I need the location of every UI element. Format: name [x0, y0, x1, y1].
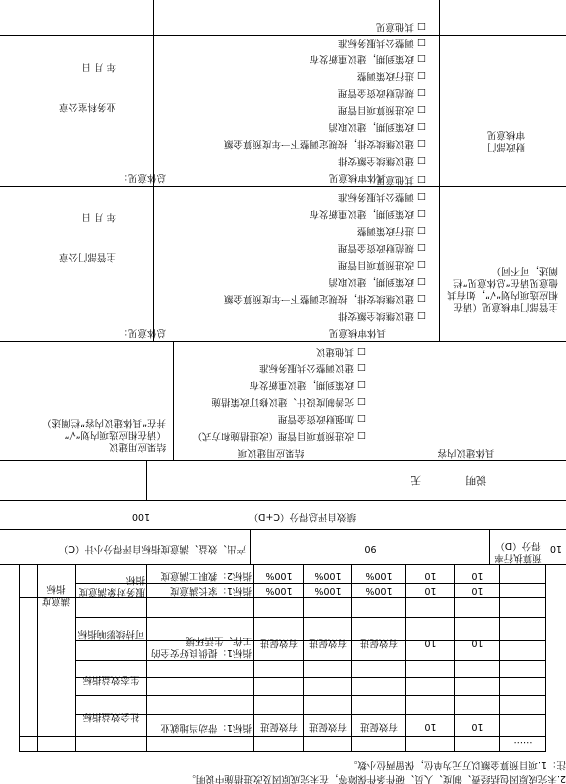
suggestion-option[interactable]: □ 完善制度设计、建议修订政策措施 — [211, 396, 366, 407]
finance-option[interactable]: □ 规范财政资金管理 — [338, 87, 426, 98]
finance-col-overall: 总体意见： — [118, 172, 166, 183]
dept-title: 主管部门审核意见（请在相应选项内划“√”，如有其他意见请在“总体意见”栏阐述，可不同） — [447, 265, 558, 312]
cell: 10 — [471, 721, 484, 732]
eco-category: 生态效益指标 — [82, 674, 140, 685]
suggestion-title: 结果应用建议 （请在相应选项内划“√” 并在“具体建议内容”栏阐述） — [42, 417, 166, 452]
suggestion-option[interactable]: □ 改进预算项目管理（改进措施和方式） — [192, 430, 366, 441]
finance-date: 年 月 日 — [81, 61, 116, 72]
dept-option[interactable]: □ 改进预算项目管理 — [338, 259, 426, 270]
cell: 100% — [314, 570, 342, 581]
dept-date: 年 月 日 — [81, 211, 116, 222]
satisfaction-indicator-1: 指标1：家长满意度 — [169, 585, 252, 596]
finance-seal: 业务科室公章 — [58, 101, 116, 112]
budget-label: 预算执行率得分（D） — [494, 540, 542, 563]
finance-option[interactable]: □ 进行政策调整 — [357, 70, 426, 81]
note-2: 2.未完成原因包括经费、制度、人员、硬件条件保障等，在未完成原因及改进措施中说明。 — [186, 773, 566, 784]
cell: 100% — [314, 585, 342, 596]
sustain-category: 可持续影响指标 — [77, 628, 145, 639]
rule — [0, 529, 566, 530]
rule — [0, 564, 566, 565]
rule — [0, 35, 566, 36]
cell: 100% — [265, 570, 293, 581]
satisfaction-indicator-2: 指标2：教职工满意度 — [160, 570, 252, 581]
finance-col-detail: 具体审核意见 — [328, 172, 386, 183]
dept-seal: 主管部门公章 — [58, 251, 116, 262]
rule — [75, 565, 76, 752]
rule — [439, 0, 440, 342]
cell: 有效促进 — [309, 721, 348, 732]
dept-option[interactable]: □ 建议继续安排，按规定调整下一年度预算金额 — [224, 293, 426, 304]
dots: …… — [513, 739, 533, 750]
cell: 10 — [471, 637, 484, 648]
finance-option[interactable]: □ 政策到期，建议取消 — [328, 121, 426, 132]
cell: 10 — [471, 585, 484, 596]
suggestion-option[interactable]: □ 政策到期，建议重新发布 — [249, 379, 366, 390]
dept-option[interactable]: □ 政策到期，建议重新发布 — [309, 208, 426, 219]
rule — [0, 186, 566, 187]
cell: 10 — [424, 721, 437, 732]
cell: 10 — [424, 570, 437, 581]
subtotal-label: 产出、效益、满意度指标自评得分小计（C） — [58, 543, 246, 554]
suggestion-option[interactable]: □ 建议调整公共服务标准 — [259, 362, 366, 373]
cell: 有效促进 — [260, 637, 299, 648]
cell: 10 — [424, 585, 437, 596]
rule — [0, 341, 566, 342]
rule — [146, 565, 147, 752]
suggestion-option[interactable]: □ 其他建议 — [316, 346, 366, 357]
finance-option[interactable]: □ 建议继续全额安排 — [338, 155, 426, 166]
dept-option[interactable]: □ 政策到期，建议取消 — [328, 276, 426, 287]
rule — [19, 565, 20, 752]
finance-option[interactable]: □ 政策到期，建议重新发布 — [309, 53, 426, 64]
rule — [20, 736, 546, 737]
cell: 有效促进 — [360, 721, 399, 732]
finance-option[interactable]: □ 调整公共服务标准 — [338, 37, 426, 48]
suggestion-option[interactable]: □ 加强财政资金管理 — [278, 413, 366, 424]
finance-title: 财政部门审核意见 — [487, 129, 526, 152]
rule — [0, 460, 566, 461]
rule — [20, 597, 546, 598]
rule — [173, 342, 174, 461]
dept-col-detail: 具体审核意见 — [328, 327, 386, 338]
satisfaction-category: 服务对象满意度指标 — [78, 574, 145, 597]
explain-value: 无 — [410, 474, 421, 486]
explain-label: 说明 — [465, 474, 487, 486]
total-label: 绩效自评总得分（C+D） — [248, 511, 356, 522]
note-1: 注：1.项目预算金额以万元为单位，保留两位小数。 — [347, 759, 566, 770]
dept-option[interactable]: □ 建议继续全额安排 — [338, 310, 426, 321]
suggestion-col-content: 具体建议内容 — [437, 447, 495, 458]
rule — [146, 461, 147, 501]
dept-col-overall: 总体意见： — [118, 327, 166, 338]
total-value: 100 — [131, 511, 151, 522]
cell: 100% — [365, 585, 393, 596]
cell: 有效促进 — [260, 721, 299, 732]
dept-option[interactable]: □ 调整公共服务标准 — [338, 191, 426, 202]
dept-option[interactable]: □ 进行政策调整 — [357, 225, 426, 236]
finance-option[interactable]: □ 建议继续安排，按规定调整下一年度预算金额 — [224, 138, 426, 149]
cell: 100% — [365, 570, 393, 581]
finance-option[interactable]: □ 其他意见 — [376, 21, 426, 32]
satisfaction-dimension: 满意度指标 — [41, 583, 71, 606]
suggestion-col-option: 结果应用建议项 — [237, 447, 305, 458]
dept-option[interactable]: □ 规范财政资金管理 — [338, 242, 426, 253]
sustain-indicator-name: 指标1：提供良好安全的工作、生活环境 — [150, 635, 252, 658]
budget-value: 10 — [549, 543, 563, 554]
cell: 10 — [471, 570, 484, 581]
rule — [37, 565, 38, 752]
dept-option[interactable]: □ 其他意见 — [376, 174, 426, 185]
subtotal-value: 90 — [364, 543, 377, 554]
social-indicator-name: 指标1：带动当地就业 — [160, 722, 252, 733]
finance-option[interactable]: □ 改进预算项目管理 — [338, 104, 426, 115]
cell: 100% — [265, 585, 293, 596]
cell: 有效促进 — [360, 637, 399, 648]
cell: 10 — [424, 637, 437, 648]
rule — [0, 500, 566, 501]
cell: 有效促进 — [309, 637, 348, 648]
social-category: 社会效益指标 — [82, 711, 140, 722]
rule — [545, 565, 546, 752]
